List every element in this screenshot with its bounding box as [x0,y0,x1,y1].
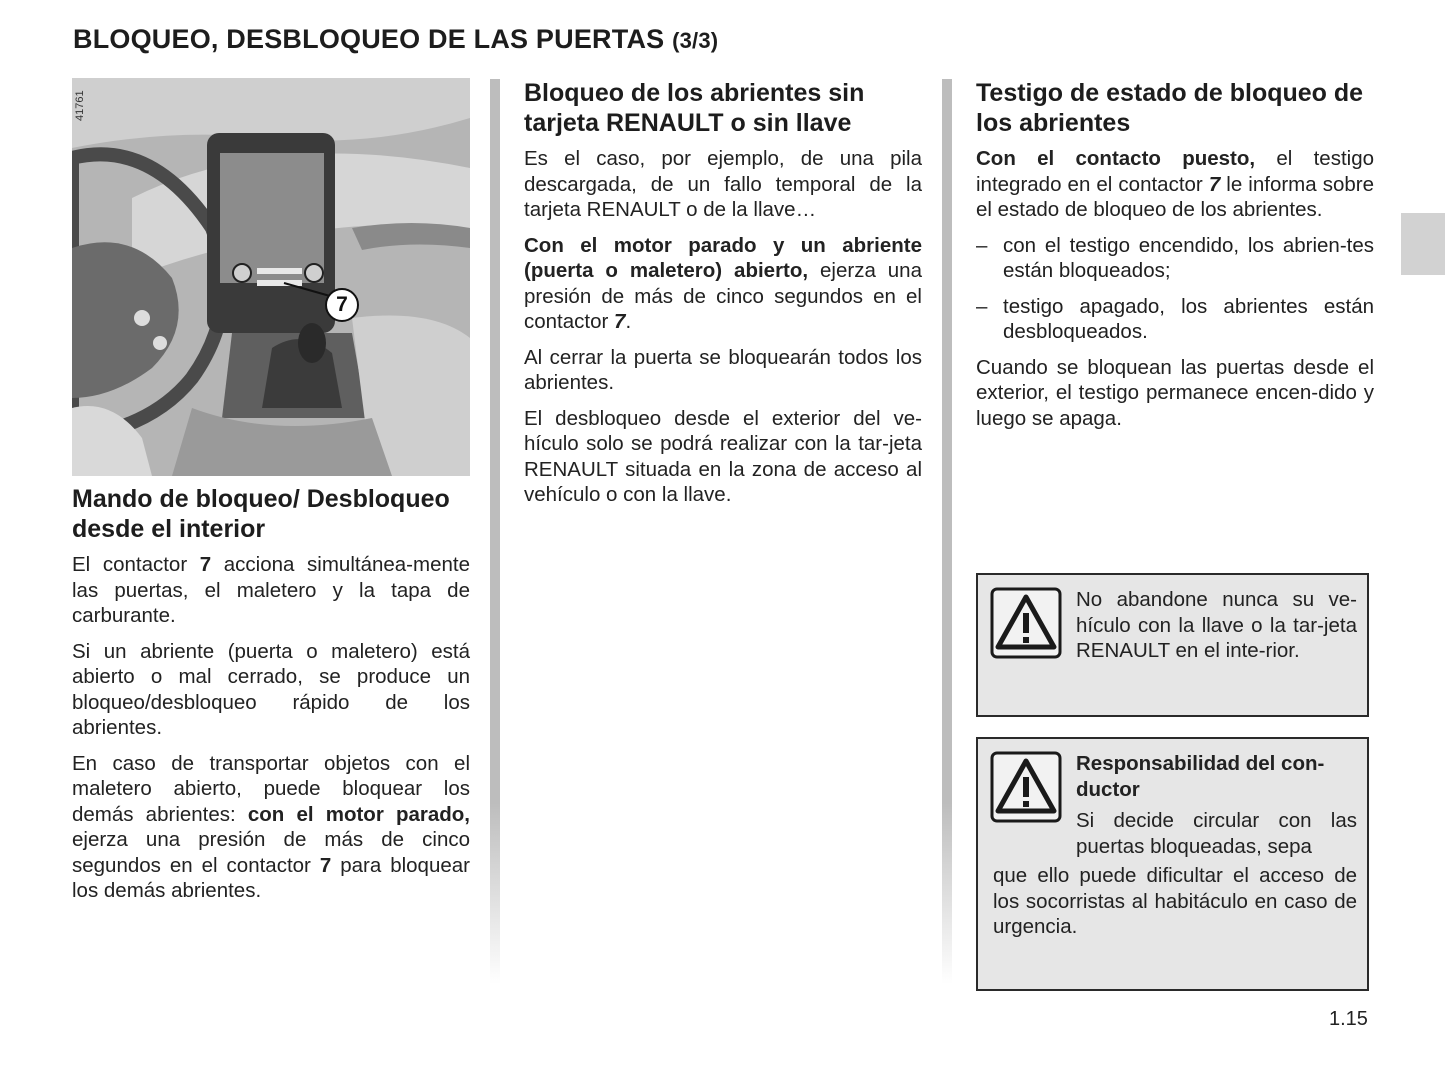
section-tab [1401,213,1445,275]
column-right [976,78,1374,441]
paragraph: Cuando se bloquean las puertas desde el exterior, el testigo permanece encen-dido y luego se apaga. [976,355,1374,430]
column-middle [524,78,922,518]
section-heading: Testigo de estado de bloqueo de los abrientes [976,79,1364,137]
dashboard-illustration [72,78,470,476]
page-title: BLOQUEO, DESBLOQUEO DE LAS PUERTAS (3/3) [73,24,719,54]
warning-text: Responsabilidad del con-ductor Si decide circular con las puertas bloqueadas, sepa [1076,752,1357,858]
paragraph: Al cerrar la puerta se bloquearán todos los abrientes. [524,345,922,394]
list-item: – con el testigo encendido, los abrien-tes están bloqueados; [976,233,1374,282]
warning-triangle-icon [990,751,1062,823]
dashboard-drawing [72,78,470,476]
page-number: 1.15 [1329,1008,1368,1030]
warning-box [976,737,1369,991]
paragraph: Con el contacto puesto, el testigo integrado en el contactor 7 le informa sobre el estado de bloqueo de los abrientes. [976,147,1374,221]
warning-text: No abandone nunca su ve-hículo con la llave o la tar-jeta RENAULT en el inte-rior. [1076,588,1357,662]
list-item: – testigo apagado, los abrientes están desbloqueados. [976,294,1374,343]
paragraph: Es el caso, por ejemplo, de una pila descargada, de un fallo temporal de la tarjeta RENAULT o de la llave… [524,147,922,221]
callout-7: 7 [325,288,359,322]
column-divider [942,79,952,984]
section-heading: Bloqueo de los abrientes sin tarjeta RENAULT o sin llave [524,79,865,137]
paragraph: Con el motor parado y un abriente (puerta o maletero) abierto, ejerza una presión de más de cinco segundos en el contactor 7. [524,233,922,333]
figure-number: 41761 [74,90,86,122]
warning-text-continued: que ello puede dificultar el acceso de los socorristas al habitáculo en caso de urgencia. [993,864,1357,938]
column-divider [490,79,500,984]
paragraph: El contactor 7 acciona simultánea-mente las puertas, el maletero y la tapa de carburante. [72,553,470,627]
paragraph: En caso de transportar objetos con el maletero abierto, puede bloquear los demás abrientes: con el motor parado, ejerza una presión de más de cinco segundos en el contactor 7 para bloquear los demás abrientes. [72,751,471,902]
warning-triangle-icon [990,587,1062,659]
warning-title: Responsabilidad del con-ductor [1076,752,1325,801]
paragraph: Si un abriente (puerta o maletero) está abierto o mal cerrado, se produce un bloqueo/desbloqueo rápido de los abrientes. [72,639,470,739]
page-title-part: (3/3) [672,28,719,53]
paragraph: El desbloqueo desde el exterior del ve-hículo solo se podrá realizar con la tar-jeta RENAULT situada en la zona de acceso al vehículo o con la llave. [524,406,922,506]
column-left [72,78,470,914]
warning-box [976,573,1369,717]
section-heading: Mando de bloqueo/ Desbloqueo desde el interior [72,485,450,543]
